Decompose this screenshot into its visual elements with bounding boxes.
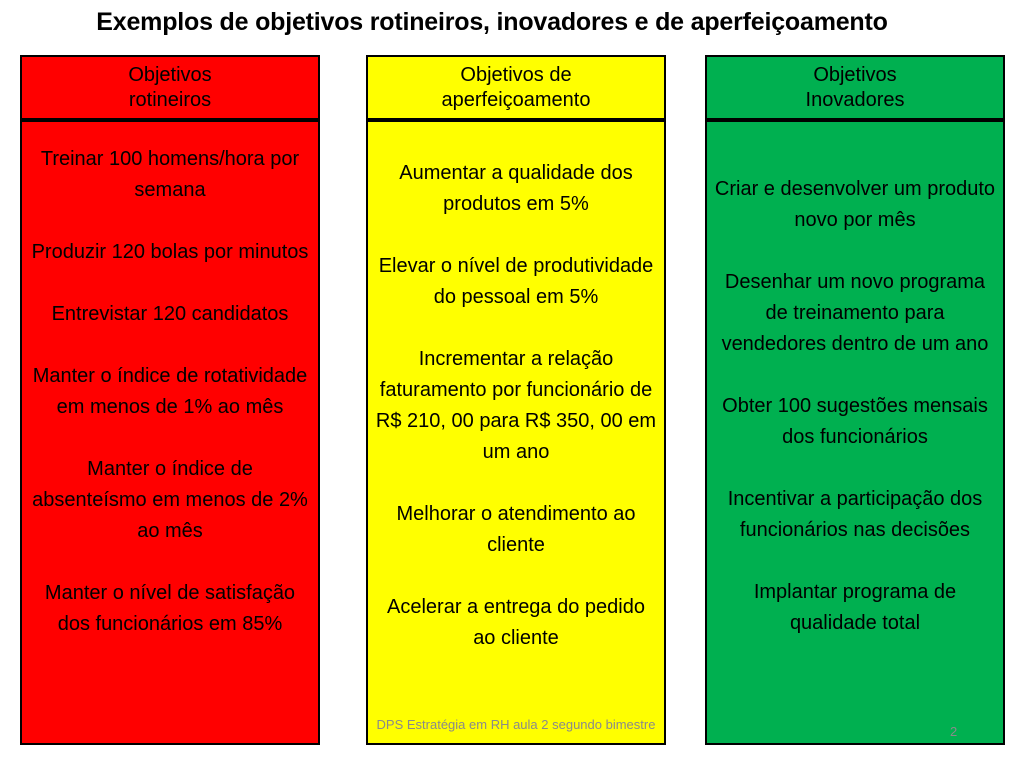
- column-rotineiros-body: [20, 120, 320, 745]
- objective-item: Acelerar a entrega do pedido ao cliente: [387, 596, 645, 649]
- heading-line: rotineiros: [128, 88, 212, 111]
- objective-item: Produzir 120 bolas por minutos: [31, 241, 309, 263]
- objective-item: Manter o índice de absenteísmo em menos de 2% ao mês: [32, 458, 308, 542]
- column-inovadores-body: [705, 120, 1005, 745]
- column-inovadores: [705, 55, 1005, 745]
- objective-item: Manter o índice de rotatividade em menos de 1% ao mês: [32, 365, 308, 418]
- column-rotineiros: [20, 55, 320, 745]
- heading-line: Objetivos: [813, 63, 897, 86]
- objective-item: Treinar 100 homens/hora por semana: [40, 148, 300, 201]
- objective-item: Incrementar a relação faturamento por funcionário de R$ 210, 00 para R$ 350, 00 em um ano: [375, 348, 657, 463]
- objective-item: Incentivar a participação dos funcionários nas decisões: [727, 488, 983, 541]
- heading-line: Inovadores: [805, 88, 905, 111]
- column-aperfeicoamento-heading: [366, 55, 666, 120]
- objective-item: Melhorar o atendimento ao cliente: [396, 503, 636, 556]
- slide-footer: DPS Estratégia em RH aula 2 segundo bimestre: [376, 717, 656, 732]
- objective-item: Manter o nível de satisfação dos funcionários em 85%: [44, 582, 296, 635]
- slide-title: Exemplos de objetivos rotineiros, inovadores e de aperfeiçoamento: [96, 8, 888, 36]
- objective-item: Criar e desenvolver um produto novo por mês: [714, 178, 996, 231]
- column-aperfeicoamento: [366, 55, 666, 745]
- objective-item: Desenhar um novo programa de treinamento para vendedores dentro de um ano: [721, 271, 989, 355]
- objective-item: Aumentar a qualidade dos produtos em 5%: [399, 162, 633, 215]
- heading-line: Objetivos: [128, 63, 212, 86]
- column-aperfeicoamento-body: [366, 120, 666, 745]
- objective-item: Implantar programa de qualidade total: [753, 581, 957, 634]
- objective-item: Obter 100 sugestões mensais dos funcionários: [722, 395, 988, 448]
- page-number: 2: [950, 724, 958, 739]
- heading-line: aperfeiçoamento: [441, 88, 591, 111]
- objective-item: Entrevistar 120 candidatos: [51, 303, 289, 325]
- heading-line: Objetivos de: [460, 63, 572, 86]
- column-rotineiros-heading: [20, 55, 320, 120]
- objective-item: Elevar o nível de produtividade do pessoal em 5%: [378, 255, 654, 308]
- column-inovadores-heading: [705, 55, 1005, 120]
